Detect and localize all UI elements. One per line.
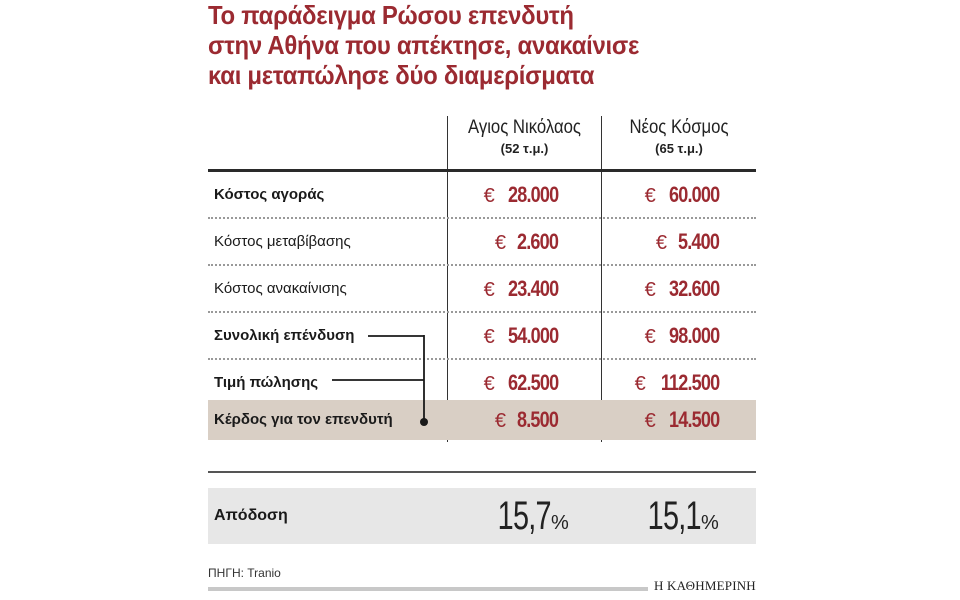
value-agios-nikolaos: € 54.000 — [483, 323, 558, 348]
column-header-neos-kosmos — [602, 116, 756, 158]
table-row-yield — [208, 488, 756, 544]
row-label: Κόστος ανακαίνισης — [214, 280, 347, 297]
value-neos-kosmos: € 98.000 — [644, 323, 719, 348]
column-area: (65 τ.μ.) — [655, 141, 703, 156]
bracket-connector-icon — [208, 110, 448, 450]
row-label: Κόστος μεταβίβασης — [214, 233, 351, 250]
source-note: ΠΗΓΗ: Tranio — [208, 566, 281, 580]
value-agios-nikolaos: € 62.500 — [483, 370, 558, 395]
value-agios-nikolaos: € 23.400 — [483, 276, 558, 301]
column-name: Αγιος Νικόλαος — [468, 117, 581, 138]
value-agios-nikolaos: € 8.500 — [494, 407, 558, 432]
value-agios-nikolaos: € 28.000 — [483, 182, 558, 207]
value-neos-kosmos: € 14.500 — [644, 407, 719, 432]
yield-agios-nikolaos: 15,7% — [497, 494, 569, 538]
value-neos-kosmos: € 60.000 — [644, 182, 719, 207]
footer-bar — [208, 587, 648, 591]
title-line-1: Το παράδειγμα Ρώσου επενδυτή — [208, 0, 574, 30]
chart-title — [208, 0, 723, 90]
value-neos-kosmos: € 32.600 — [644, 276, 719, 301]
row-label: Κέρδος για τον επενδυτή — [214, 411, 393, 428]
row-label: Τιμή πώλησης — [214, 374, 319, 391]
row-label: Απόδοση — [214, 507, 288, 524]
column-area: (52 τ.μ.) — [500, 141, 549, 156]
column-header-agios-nikolaos — [448, 116, 601, 158]
value-agios-nikolaos: € 2.600 — [494, 229, 558, 254]
publisher-logo: Η ΚΑΘΗΜΕΡΙΝΗ — [654, 578, 756, 593]
value-neos-kosmos: € 112.500 — [634, 370, 719, 395]
yield-neos-kosmos: 15,1% — [647, 494, 719, 538]
comparison-table — [208, 110, 756, 555]
title-line-3: και μεταπώλησε δύο διαμερίσματα — [208, 60, 595, 90]
table-bottom-rule — [208, 471, 756, 473]
title-line-2: στην Αθήνα που απέκτησε, ανακαίνισε — [208, 30, 640, 60]
row-label: Κόστος αγοράς — [214, 186, 325, 203]
row-label: Συνολική επένδυση — [214, 327, 355, 344]
column-name: Νέος Κόσμος — [629, 117, 729, 138]
value-neos-kosmos: € 5.400 — [655, 229, 719, 254]
